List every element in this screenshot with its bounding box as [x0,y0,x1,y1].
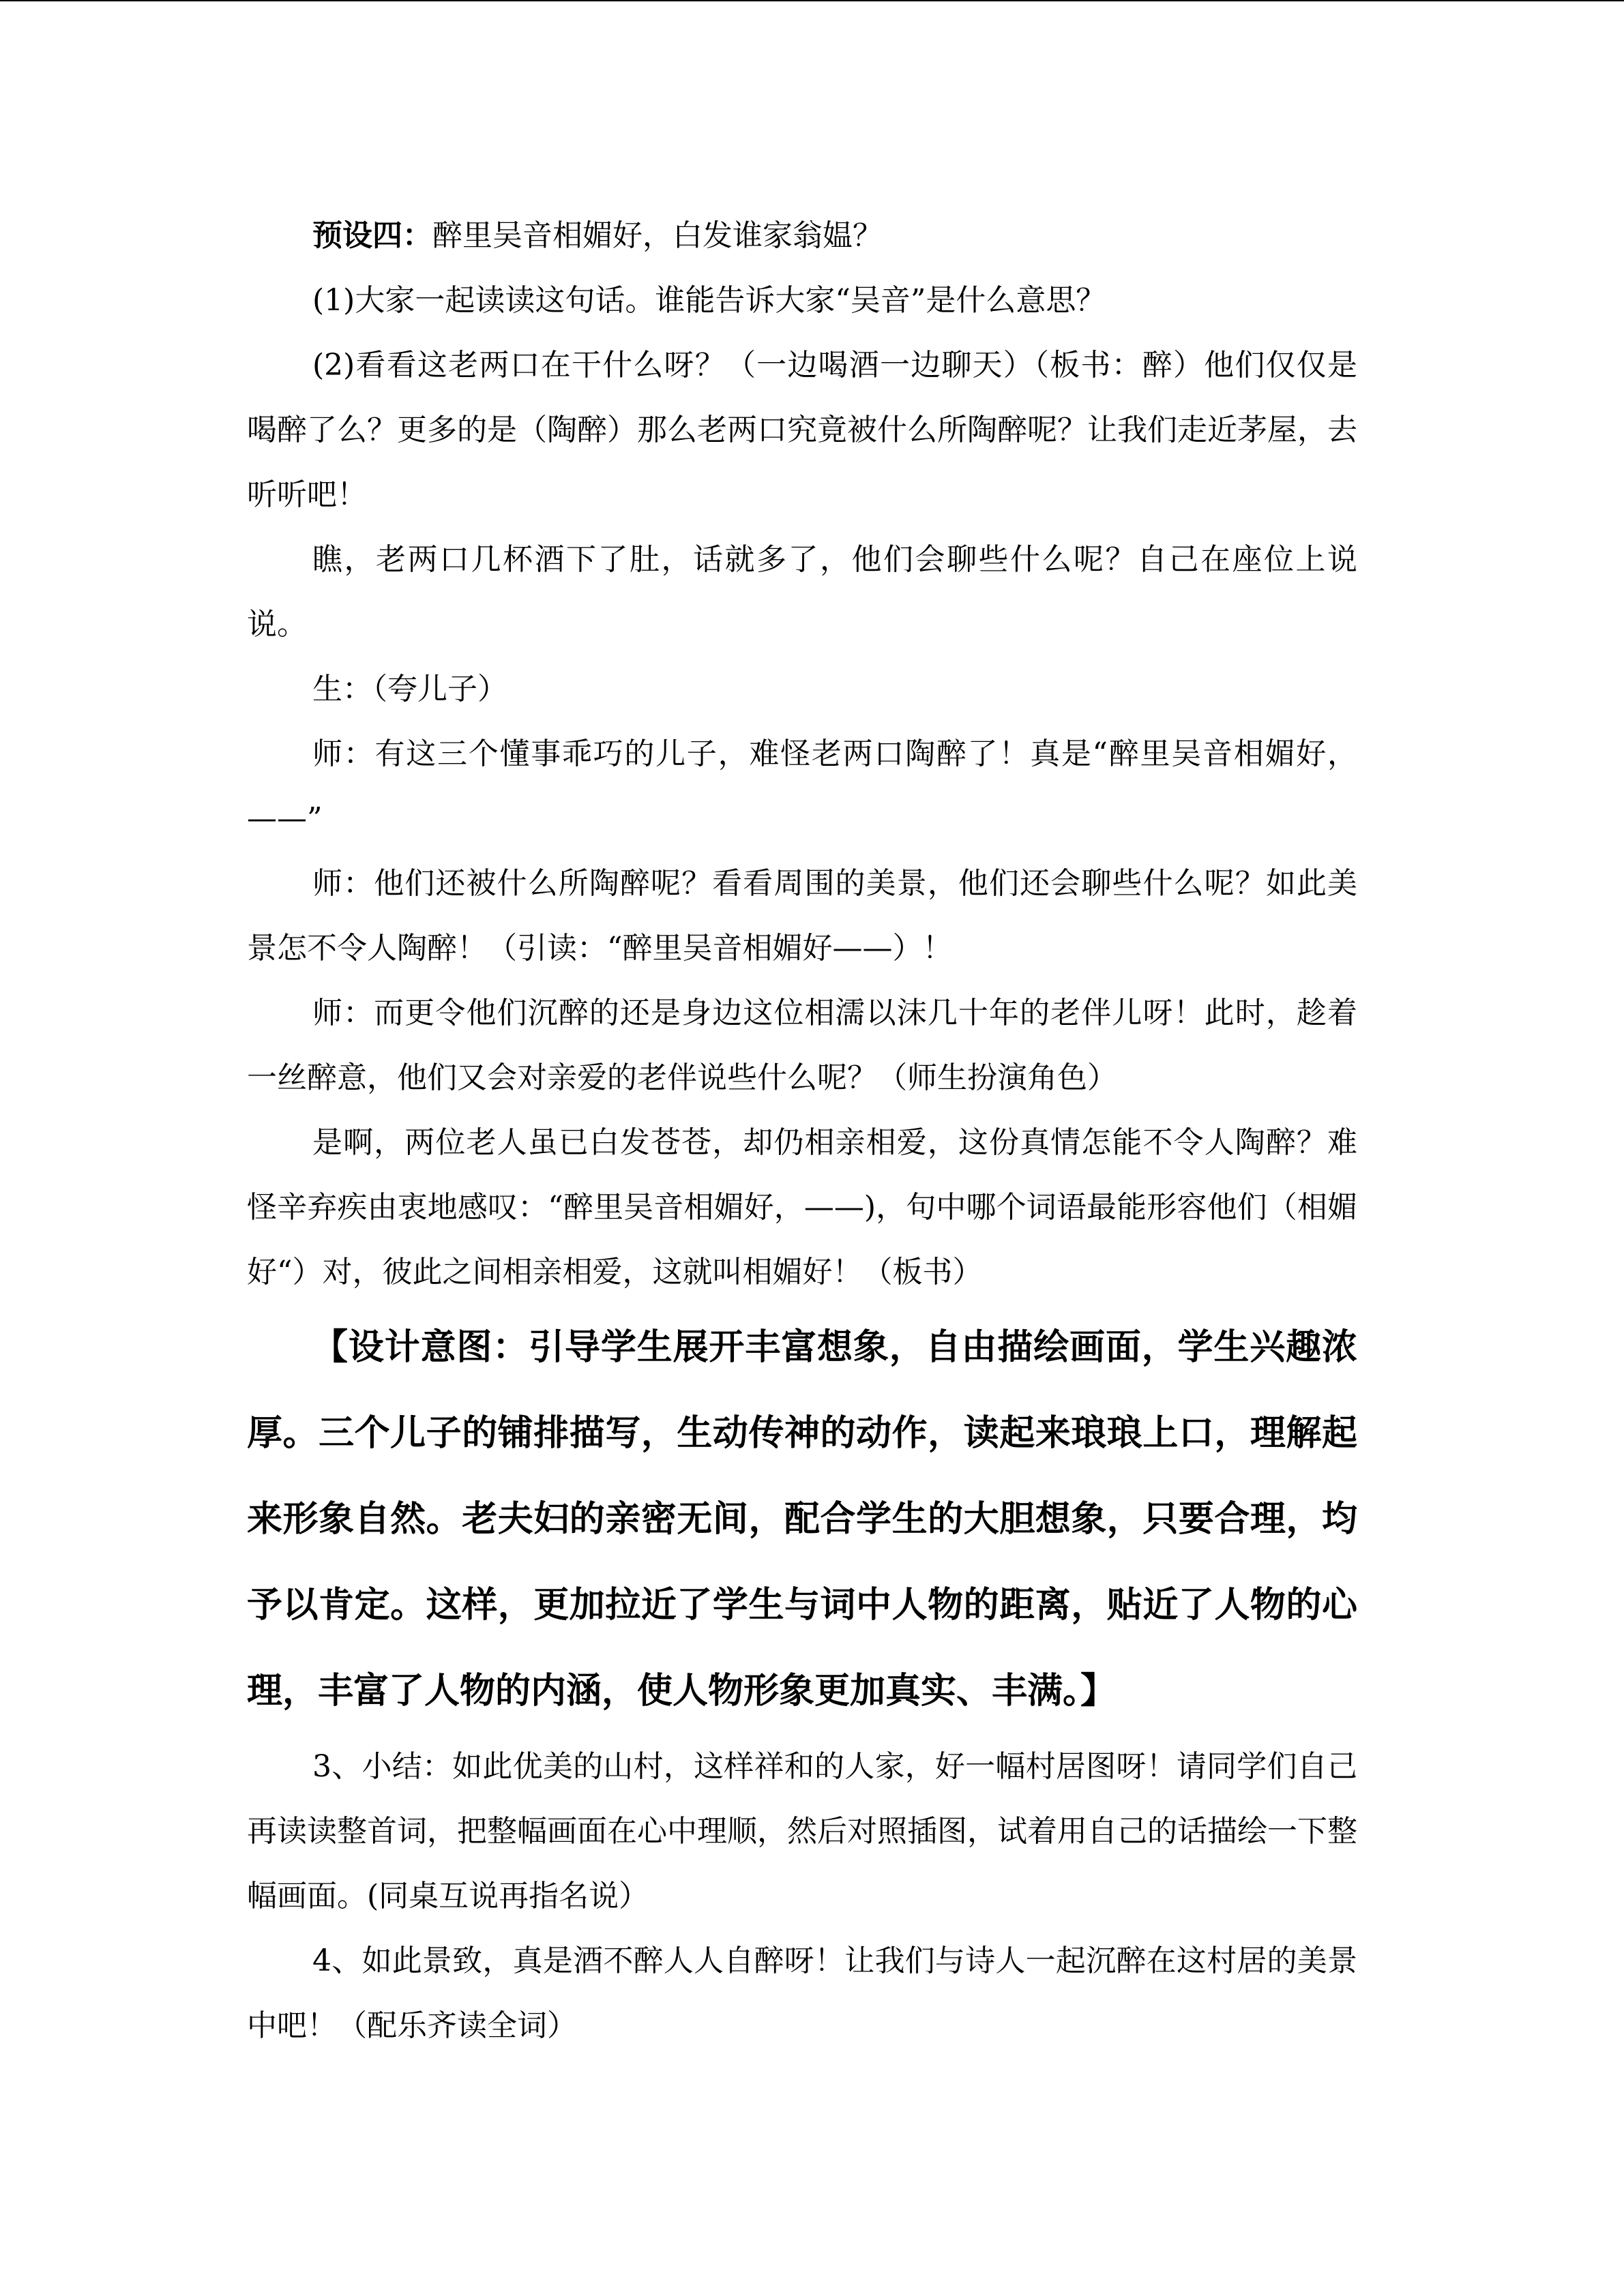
teacher-line-2: 师：他们还被什么所陶醉呢？看看周围的美景，他们还会聊些什么呢？如此美景怎不令人陶醉！（引读：“醉里吴音相媚好——）！ [247,866,1357,966]
design-intent-paragraph: 【设计意图：引导学生展开丰富想象，自由描绘画面，学生兴趣浓厚。三个儿子的铺排描写，生动传神的动作，读起来琅琅上口，理解起来形象自然。老夫妇的亲密无间，配合学生的大胆想象，只要合理，均予以肯定。这样，更加拉近了学生与词中人物的距离，贴近了人物的心理，丰富了人物的内涵，使人物形象更加真实、丰满。】 [247,1326,1357,1712]
summary-paragraph: 是啊，两位老人虽已白发苍苍，却仍相亲相爱，这份真情怎能不令人陶醉？难怪辛弃疾由衷地感叹：“醉里吴音相媚好，——)，句中哪个词语最能形容他们（相媚好“）对，彼此之间相亲相爱，这就叫相媚好！（板书） [247,1125,1357,1289]
preset-four-label: 预设四： [312,218,432,253]
preset-four-text: 醉里吴音相媚好，白发谁家翁媪？ [432,218,883,253]
preset-four-paragraph [247,203,1357,268]
page-top-border [0,0,1624,1]
step-4-paragraph: 4、如此景致，真是酒不醉人人自醉呀！让我们与诗人一起沉醉在这村居的美景中吧！（配乐齐读全词） [247,1943,1357,2043]
teacher-line-1: 师：有这三个懂事乖巧的儿子，难怪老两口陶醉了！真是“醉里吴音相媚好，——” [247,736,1357,836]
question-2-paragraph: (2)看看这老两口在干什么呀？（一边喝酒一边聊天）（板书：醉）他们仅仅是喝醉了么？更多的是（陶醉）那么老两口究竟被什么所陶醉呢？让我们走近茅屋，去听听吧！ [247,348,1357,512]
teacher-line-3: 师：而更令他们沉醉的还是身边这位相濡以沫几十年的老伴儿呀！此时，趁着一丝醉意，他们又会对亲爱的老伴说些什么呢？（师生扮演角色） [247,996,1357,1095]
student-line: 生：（夸儿子） [312,672,507,706]
question-1-paragraph: (1)大家一起读读这句话。谁能告诉大家“吴音”是什么意思？ [312,283,1106,318]
step-3-paragraph: 3、小结：如此优美的山村，这样祥和的人家，好一幅村居图呀！请同学们自己再读读整首词，把整幅画面在心中理顺，然后对照插图，试着用自己的话描绘一下整幅画面。(同桌互说再指名说） [247,1749,1357,1913]
document-page [247,203,1357,2058]
discussion-paragraph: 瞧，老两口几杯酒下了肚，话就多了，他们会聊些什么呢？自己在座位上说说。 [247,542,1357,642]
